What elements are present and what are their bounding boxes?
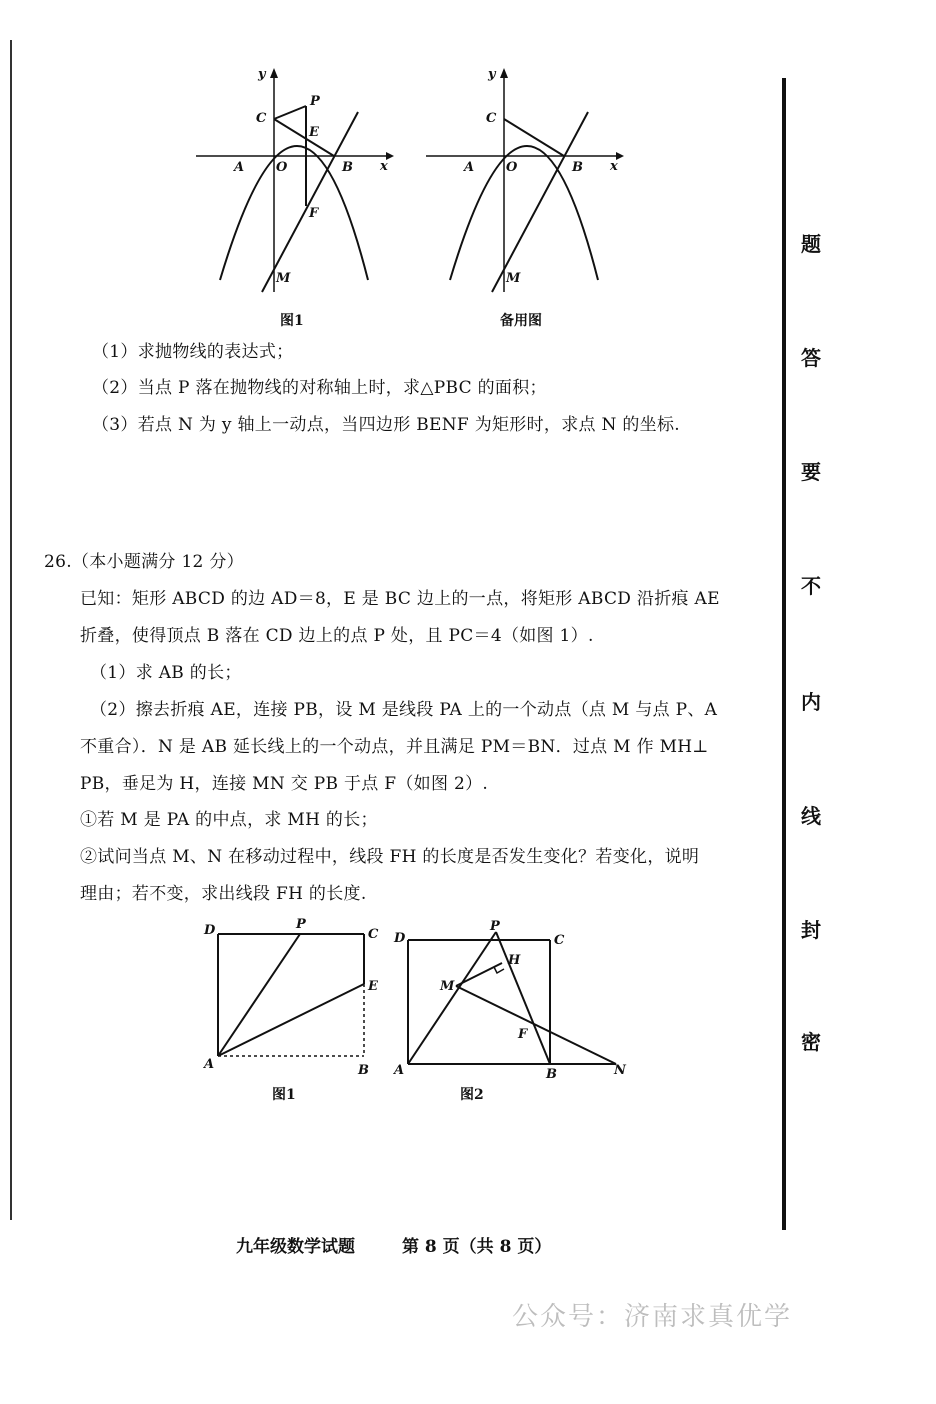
seal-char: 题 bbox=[801, 232, 821, 256]
seal-char: 内 bbox=[801, 690, 821, 714]
y-axis-arrow bbox=[270, 68, 278, 78]
label-a: A bbox=[394, 1063, 405, 1078]
label-a: A bbox=[234, 160, 245, 175]
q26-part1: （1）求 AB 的长； bbox=[90, 663, 242, 683]
label-b: B bbox=[572, 160, 583, 175]
label-x: x bbox=[380, 159, 388, 174]
label-h: H bbox=[508, 953, 521, 968]
seal-char: 密 bbox=[801, 1030, 821, 1054]
label-b: B bbox=[546, 1067, 557, 1080]
label-o: O bbox=[506, 160, 518, 175]
q26-part2-line2: 不重合）．N 是 AB 延长线上的一个动点，并且满足 PM＝BN．过点 M 作 MH⊥ bbox=[80, 737, 709, 757]
label-f: F bbox=[309, 206, 319, 221]
label-f: F bbox=[518, 1027, 528, 1042]
label-p: P bbox=[296, 918, 306, 932]
seal-char: 线 bbox=[801, 804, 821, 828]
q26-part2-line1: （2）擦去折痕 AE，连接 PB，设 M 是线段 PA 上的一个动点（点 M 与点 P、A bbox=[90, 700, 718, 720]
label-b: B bbox=[358, 1063, 369, 1078]
q26-given-line2: 折叠，使得顶点 B 落在 CD 边上的点 P 处，且 PC＝4（如图 1）. bbox=[80, 626, 594, 646]
q26-header: 26.（本小题满分 12 分） bbox=[44, 552, 244, 572]
segment-pb bbox=[496, 932, 550, 1064]
label-b: B bbox=[342, 160, 353, 175]
label-y: y bbox=[258, 67, 266, 82]
caption-fig2-bottom: 图2 bbox=[460, 1087, 484, 1103]
figure-parabola-spare bbox=[420, 62, 630, 300]
label-m: M bbox=[440, 979, 455, 994]
caption-fig1-top: 图1 bbox=[280, 313, 304, 329]
label-c: C bbox=[256, 111, 267, 126]
label-x: x bbox=[610, 159, 618, 174]
q26-given-line1: 已知：矩形 ABCD 的边 AD＝8，E 是 BC 边上的一点，将矩形 ABCD 沿折痕 AE bbox=[80, 589, 720, 609]
watermark: 公众号：济南求真优学 bbox=[512, 1302, 793, 1332]
figure-rectangle-1 bbox=[196, 918, 392, 1080]
segment-ap bbox=[218, 934, 300, 1056]
caption-spare: 备用图 bbox=[500, 313, 542, 329]
label-d: D bbox=[204, 923, 216, 938]
seal-char: 要 bbox=[801, 460, 821, 484]
segment-cp bbox=[274, 106, 306, 119]
seal-char: 不 bbox=[801, 574, 821, 598]
footer-course: 九年级数学试题 bbox=[236, 1237, 355, 1257]
label-d: D bbox=[394, 931, 406, 946]
q26-sub2-line1: ②试问当点 M、N 在移动过程中，线段 FH 的长度是否发生变化？若变化，说明 bbox=[80, 847, 700, 867]
seal-char: 答 bbox=[801, 346, 821, 370]
label-a: A bbox=[204, 1057, 215, 1072]
label-o: O bbox=[276, 160, 288, 175]
caption-fig1-bottom: 图1 bbox=[272, 1087, 296, 1103]
q26-part2-line3: PB，垂足为 H，连接 MN 交 PB 于点 F（如图 2）. bbox=[80, 774, 489, 794]
label-y: y bbox=[488, 67, 496, 82]
label-p: P bbox=[490, 919, 500, 934]
label-e: E bbox=[368, 979, 378, 994]
label-m: M bbox=[276, 271, 291, 286]
q26-sub2-line2: 理由；若不变，求出线段 FH 的长度. bbox=[80, 884, 367, 904]
label-e: E bbox=[309, 125, 319, 140]
left-margin-line bbox=[10, 40, 12, 1220]
label-n: N bbox=[614, 1063, 626, 1078]
label-c: C bbox=[554, 933, 565, 948]
segment-mh bbox=[456, 963, 502, 986]
right-angle-mark bbox=[494, 967, 504, 973]
label-a: A bbox=[464, 160, 475, 175]
label-c: C bbox=[368, 927, 379, 942]
segment-mn bbox=[456, 986, 616, 1064]
q25-part1: （1）求抛物线的表达式； bbox=[92, 342, 294, 362]
footer-page: 第 8 页（共 8 页） bbox=[402, 1237, 552, 1257]
binding-bar bbox=[782, 78, 786, 1230]
label-p: P bbox=[310, 94, 320, 109]
label-m: M bbox=[506, 271, 521, 286]
q25-part3: （3）若点 N 为 y 轴上一动点，当四边形 BENF 为矩形时，求点 N 的坐标. bbox=[92, 415, 680, 435]
q26-sub1: ①若 M 是 PA 的中点，求 MH 的长； bbox=[80, 810, 378, 830]
segment-ae bbox=[218, 984, 364, 1056]
y-axis-arrow bbox=[500, 68, 508, 78]
figure-rectangle-2 bbox=[388, 918, 634, 1080]
q25-part2: （2）当点 P 落在抛物线的对称轴上时，求△PBC 的面积； bbox=[92, 378, 547, 398]
seal-char: 封 bbox=[801, 918, 821, 942]
figure-parabola-1 bbox=[190, 62, 400, 300]
label-c: C bbox=[486, 111, 497, 126]
